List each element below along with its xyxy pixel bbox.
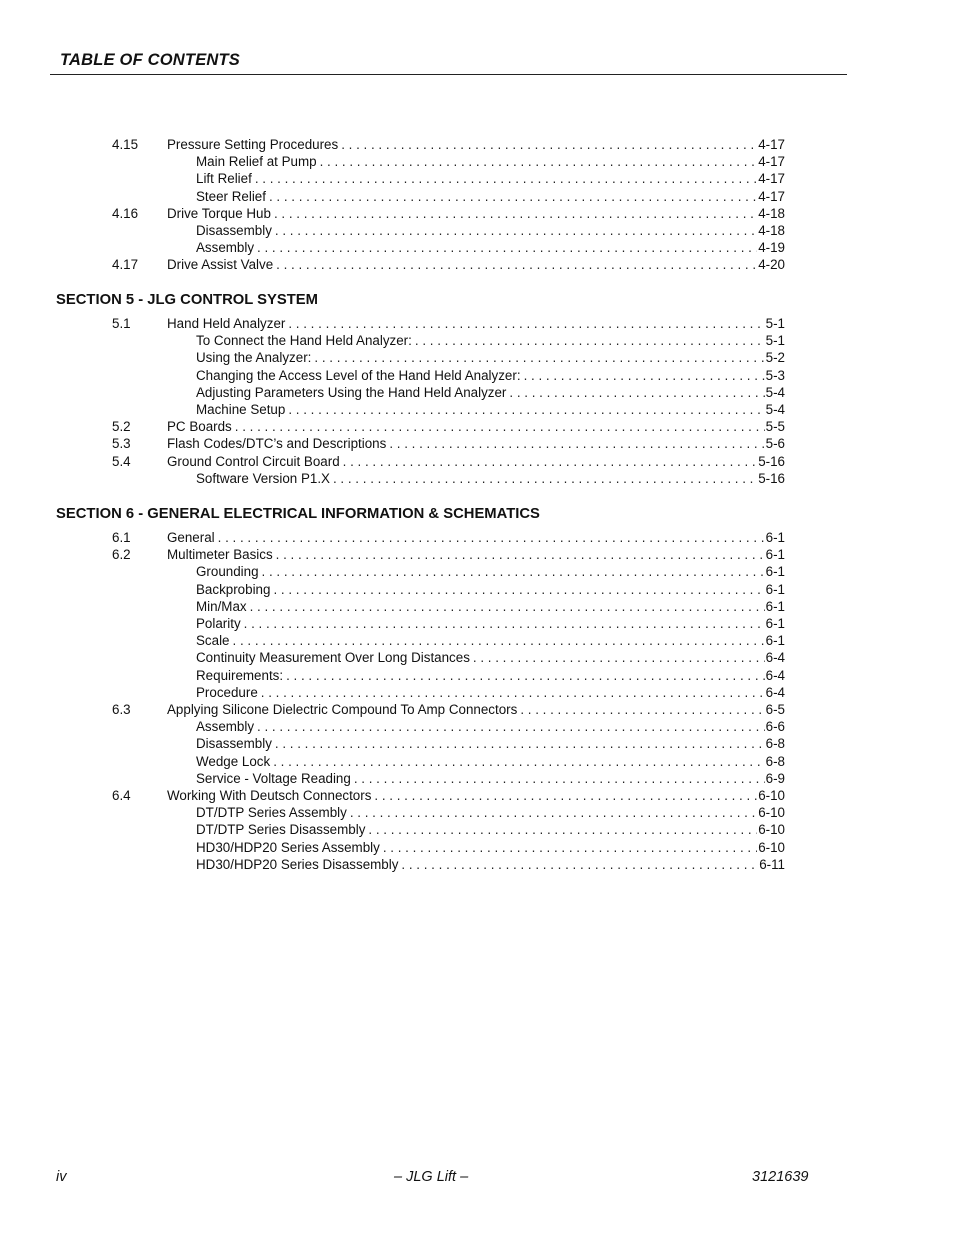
toc-entry-page: 6-1 <box>765 616 785 631</box>
toc-entry-title: To Connect the Hand Held Analyzer: <box>196 333 412 349</box>
toc-entry-page: 6-1 <box>765 598 785 614</box>
dot-leader <box>218 529 765 546</box>
section-heading[interactable]: SECTION 5 - JLG CONTROL SYSTEM <box>56 292 318 308</box>
toc-entry-title: Polarity <box>196 616 241 631</box>
toc-entry-page: 6-10 <box>758 805 785 821</box>
dot-leader <box>275 222 757 239</box>
dot-leader <box>255 170 757 187</box>
toc-entry[interactable] <box>196 470 785 487</box>
toc-entry-title: Disassembly <box>196 223 272 238</box>
toc-entry-page: 4-17 <box>758 154 785 170</box>
toc-entry[interactable] <box>196 188 785 205</box>
toc-entry-page: 5-16 <box>758 470 785 486</box>
toc-entry-title: Disassembly <box>196 736 272 752</box>
toc-entry-title: Wedge Lock <box>196 753 271 769</box>
toc-entry-number: 5.4 <box>112 453 131 469</box>
dot-leader <box>273 581 764 598</box>
toc-entry-page: 6-4 <box>765 684 785 700</box>
toc-entry[interactable] <box>196 332 785 349</box>
toc-entry[interactable] <box>167 418 785 435</box>
toc-entry[interactable] <box>196 804 785 821</box>
toc-entry[interactable] <box>196 153 785 170</box>
toc-entry-page: 5-4 <box>765 402 785 417</box>
toc-entry[interactable] <box>196 821 785 838</box>
toc-entry-page: 6-4 <box>765 650 785 666</box>
toc-entry-page: 6-9 <box>765 770 785 786</box>
toc-entry[interactable] <box>196 753 785 770</box>
toc-entry-title: Steer Relief <box>196 188 266 204</box>
toc-entry-title: Pressure Setting Procedures <box>167 137 339 152</box>
dot-leader <box>524 367 765 384</box>
toc-entry-title: Continuity Measurement Over Long Distances <box>196 650 470 666</box>
dot-leader <box>257 718 765 735</box>
toc-entry-title: Requirements: <box>196 667 284 683</box>
toc-entry[interactable] <box>167 315 785 332</box>
dot-leader <box>262 563 765 580</box>
toc-entry-page: 6-10 <box>758 788 785 803</box>
toc-entry[interactable] <box>196 735 785 752</box>
toc-entry[interactable] <box>167 136 785 153</box>
toc-entry-title: Flash Codes/DTC’s and Descriptions <box>167 436 387 452</box>
dot-leader <box>276 546 765 563</box>
toc-entry[interactable] <box>167 529 785 546</box>
toc-entry[interactable] <box>196 401 785 418</box>
toc-entry-number: 6.1 <box>112 530 131 545</box>
toc-entry-page: 6-10 <box>758 839 785 855</box>
dot-leader <box>274 205 757 222</box>
dot-leader <box>244 615 765 632</box>
toc-entry-title: Drive Assist Valve <box>167 257 274 273</box>
toc-entry-page: 6-1 <box>765 581 785 597</box>
toc-entry[interactable] <box>196 563 785 580</box>
toc-entry-page: 6-8 <box>765 753 785 769</box>
toc-entry[interactable] <box>196 632 785 649</box>
toc-entry-title: Assembly <box>196 719 255 735</box>
toc-entry[interactable] <box>196 384 785 401</box>
dot-leader <box>341 136 757 153</box>
toc-entry-number: 5.1 <box>112 316 131 331</box>
toc-entry-page: 4-18 <box>758 205 785 221</box>
toc-entry[interactable] <box>196 581 785 598</box>
dot-leader <box>383 839 757 856</box>
dot-leader <box>261 684 765 701</box>
toc-entry-title: Applying Silicone Dielectric Compound To Amp Connectors <box>167 702 518 717</box>
toc-entry-title: Min/Max <box>196 598 247 614</box>
footer-center-text: – JLG Lift – <box>394 1169 469 1185</box>
toc-entry[interactable] <box>167 546 785 563</box>
dot-leader <box>473 649 765 666</box>
toc-entry-page: 6-4 <box>765 667 785 683</box>
toc-entry-title: Lift Relief <box>196 171 252 187</box>
toc-entry-page: 6-1 <box>765 564 785 580</box>
toc-entry-title: HD30/HDP20 Series Assembly <box>196 839 380 855</box>
toc-entry-title: Scale <box>196 633 230 649</box>
toc-entry-number: 5.3 <box>112 436 131 452</box>
toc-entry-title: Software Version P1.X <box>196 470 330 486</box>
toc-entry[interactable] <box>167 205 785 222</box>
dot-leader <box>333 470 757 487</box>
toc-entry-title: Backprobing <box>196 581 271 597</box>
toc-entry-page: 6-8 <box>765 736 785 752</box>
toc-entry-number: 6.4 <box>112 788 131 803</box>
toc-entry-page: 6-1 <box>765 530 785 545</box>
dot-leader <box>401 856 758 873</box>
toc-entry-number: 6.3 <box>112 702 131 717</box>
toc-entry-page: 6-11 <box>759 856 785 872</box>
toc-entry-number: 4.16 <box>112 205 139 221</box>
toc-entry-title: Adjusting Parameters Using the Hand Held Analyzer <box>196 384 507 400</box>
toc-entry[interactable] <box>196 239 785 256</box>
toc-entry-page: 4-17 <box>758 188 785 204</box>
toc-entry[interactable] <box>196 684 785 701</box>
toc-entry-number: 6.2 <box>112 547 131 563</box>
toc-entry-title: DT/DTP Series Assembly <box>196 805 347 821</box>
toc-entry[interactable] <box>167 256 785 273</box>
dot-leader <box>286 667 765 684</box>
page-header <box>50 40 847 75</box>
dot-leader <box>288 315 764 332</box>
toc-entry-page: 5-5 <box>765 419 785 435</box>
toc-entry-page: 4-18 <box>758 223 785 238</box>
toc-entry-page: 5-1 <box>765 316 785 331</box>
toc-entry-title: PC Boards <box>167 419 232 435</box>
dot-leader <box>235 418 765 435</box>
toc-entry[interactable] <box>167 701 785 718</box>
dot-leader <box>520 701 764 718</box>
toc-entry-page: 6-10 <box>758 822 785 838</box>
toc-entry[interactable] <box>196 615 785 632</box>
dot-leader <box>509 384 764 401</box>
toc-entry-page: 6-6 <box>765 719 785 735</box>
dot-leader <box>320 153 758 170</box>
dot-leader <box>389 435 764 452</box>
toc-entry-page: 5-3 <box>765 367 785 383</box>
toc-entry[interactable] <box>196 367 785 384</box>
toc-entry-title: DT/DTP Series Disassembly <box>196 822 366 838</box>
toc-entry-page: 4-17 <box>758 137 785 152</box>
dot-leader <box>273 753 764 770</box>
toc-entry-title: Changing the Access Level of the Hand Held Analyzer: <box>196 367 521 383</box>
footer-doc-number: 3121639 <box>752 1169 809 1185</box>
toc-entry-number: 4.15 <box>112 137 139 152</box>
toc-entry-title: Procedure <box>196 684 258 700</box>
toc-entry[interactable] <box>167 453 785 470</box>
toc-entry-title: HD30/HDP20 Series Disassembly <box>196 856 399 872</box>
toc-entry-page: 5-2 <box>765 350 785 366</box>
toc-entry-page: 5-16 <box>758 453 785 469</box>
toc-entry-title: Main Relief at Pump <box>196 154 317 170</box>
toc-entry[interactable] <box>196 598 785 615</box>
toc-entry-page: 6-5 <box>765 702 785 717</box>
dot-leader <box>354 770 765 787</box>
toc-entry[interactable] <box>196 170 785 187</box>
dot-leader <box>275 735 765 752</box>
dot-leader <box>233 632 765 649</box>
toc-entry-title: Machine Setup <box>196 402 286 417</box>
footer-page-number: iv <box>56 1169 67 1185</box>
dot-leader <box>288 401 764 418</box>
toc-entry-page: 4-19 <box>758 240 785 256</box>
dot-leader <box>276 256 757 273</box>
toc-entry-page: 6-1 <box>765 633 785 649</box>
dot-leader <box>415 332 765 349</box>
dot-leader <box>269 188 757 205</box>
toc-entry-title: Service - Voltage Reading <box>196 770 351 786</box>
toc-entry[interactable] <box>196 649 785 666</box>
toc-entry-page: 5-4 <box>765 384 785 400</box>
toc-entry-page: 4-17 <box>758 171 785 187</box>
toc-entry-title: Grounding <box>196 564 259 580</box>
toc-entry[interactable] <box>196 718 785 735</box>
dot-leader <box>368 821 757 838</box>
toc-entry-title: Assembly <box>196 240 255 256</box>
toc-entry[interactable] <box>196 770 785 787</box>
dot-leader <box>343 453 758 470</box>
section-heading[interactable]: SECTION 6 - GENERAL ELECTRICAL INFORMATION & SCHEMATICS <box>56 506 540 522</box>
toc-entry[interactable] <box>196 667 785 684</box>
toc-entry-page: 5-6 <box>765 436 785 452</box>
dot-leader <box>350 804 757 821</box>
dot-leader <box>257 239 757 256</box>
toc-entry[interactable] <box>167 435 785 452</box>
toc-entry-number: 5.2 <box>112 419 131 435</box>
toc-entry-number: 4.17 <box>112 257 139 273</box>
dot-leader <box>314 349 764 366</box>
page-title: TABLE OF CONTENTS <box>60 51 241 69</box>
toc-entry-title: Working With Deutsch Connectors <box>167 788 372 803</box>
toc-entry-title: General <box>167 530 215 545</box>
toc-entry-title: Ground Control Circuit Board <box>167 453 340 469</box>
toc-entry-title: Drive Torque Hub <box>167 205 271 221</box>
toc-entry[interactable] <box>196 839 785 856</box>
dot-leader <box>374 787 757 804</box>
toc-entry-page: 4-20 <box>758 257 785 273</box>
toc-entry-title: Multimeter Basics <box>167 547 273 563</box>
toc-entry-page: 6-1 <box>765 547 785 563</box>
toc-entry[interactable] <box>196 349 785 366</box>
dot-leader <box>250 598 765 615</box>
toc-entry-page: 5-1 <box>765 333 785 349</box>
toc-entry[interactable] <box>196 222 785 239</box>
toc-entry[interactable] <box>196 856 785 873</box>
toc-entry[interactable] <box>167 787 785 804</box>
toc-entry-title: Hand Held Analyzer <box>167 316 286 331</box>
toc-entry-title: Using the Analyzer: <box>196 350 312 366</box>
